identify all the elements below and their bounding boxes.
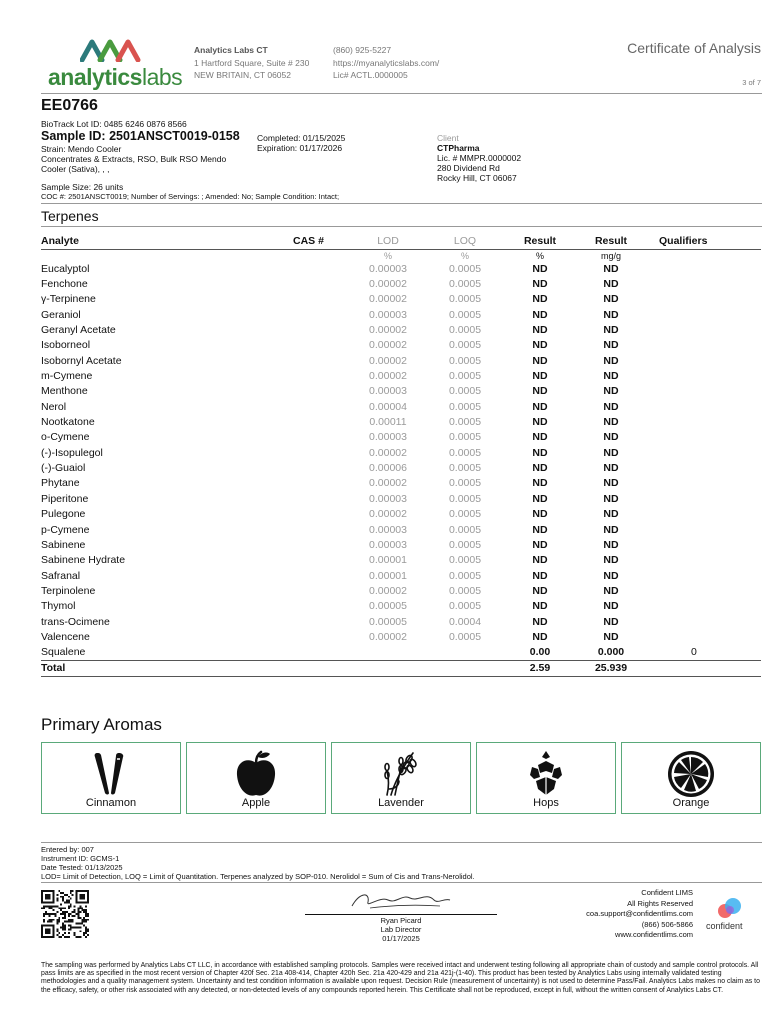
cell-cas — [293, 614, 351, 629]
cell-qualifier — [647, 338, 761, 353]
cell-lod: 0.00002 — [369, 354, 407, 367]
table-row — [41, 492, 761, 507]
col-lod: LOD — [351, 234, 425, 249]
unit-result-mgg: mg/g — [600, 250, 621, 261]
cell-lod: 0.00002 — [369, 370, 407, 383]
table-row — [41, 400, 761, 415]
cell-loq — [425, 645, 505, 661]
cell-result-pct: ND — [532, 477, 548, 490]
cell-lod: 0.00003 — [369, 431, 407, 444]
category-line-1: Concentrates & Extracts, RSO, Bulk RSO Mendo — [41, 154, 227, 164]
cell-result-mgg: ND — [603, 569, 619, 582]
table-row — [41, 568, 761, 583]
cell-result-pct: ND — [532, 416, 548, 429]
cell-analyte: Geranyl Acetate — [41, 324, 116, 337]
date-tested: Date Tested: 01/13/2025 — [41, 863, 123, 872]
cell-qualifier — [647, 308, 761, 323]
lab-phone: (860) 925-5227 — [333, 45, 392, 55]
cell-cas — [293, 415, 351, 430]
cell-qualifier — [647, 262, 761, 277]
sample-size: Sample Size: 26 units — [41, 182, 124, 192]
cell-loq: 0.0005 — [448, 354, 482, 367]
cell-lod: 0.00002 — [369, 446, 407, 459]
signature-image — [340, 888, 460, 914]
col-analyte: Analyte — [41, 234, 293, 249]
cell-result-pct: ND — [532, 354, 548, 367]
cell-result-mgg: ND — [603, 385, 619, 398]
signature-line — [305, 914, 497, 915]
cell-cas — [293, 461, 351, 476]
cell-qualifier — [647, 277, 761, 292]
table-row — [41, 292, 761, 307]
cell-analyte: Eucalyptol — [41, 262, 90, 275]
cell-lod — [351, 645, 425, 661]
table-row — [41, 645, 761, 661]
aroma-card-orange — [621, 742, 761, 814]
cell-result-pct: ND — [532, 569, 548, 582]
cell-lod: 0.00003 — [369, 308, 407, 321]
cell-result-pct: ND — [532, 262, 548, 275]
cell-loq: 0.0005 — [448, 508, 482, 521]
lod-note: LOD= Limit of Detection, LOQ = Limit of Quantitation. Terpenes analyzed by SOP-010. Nerolidol = Sum of Cis and Trans-Nerolidol. — [41, 872, 475, 881]
entered-by: Entered by: 007 — [41, 845, 94, 854]
unit-lod: % — [383, 250, 392, 261]
orange-icon — [666, 749, 716, 799]
total-qualifier — [647, 661, 761, 677]
table-row — [41, 308, 761, 323]
cell-analyte: Safranal — [41, 569, 81, 582]
cell-lod: 0.00002 — [369, 584, 407, 597]
category-line-2: Cooler (Sativa), , , — [41, 164, 110, 174]
cell-result-mgg: ND — [603, 278, 619, 291]
instrument-id: Instrument ID: GCMS-1 — [41, 854, 120, 863]
logo — [46, 36, 186, 92]
cell-result-pct: ND — [532, 538, 548, 551]
cell-lod: 0.00003 — [369, 385, 407, 398]
cell-result-mgg: ND — [603, 308, 619, 321]
terpenes-table — [41, 234, 761, 677]
cell-loq: 0.0005 — [448, 308, 482, 321]
table-row — [41, 476, 761, 491]
cell-qualifier — [647, 461, 761, 476]
cell-qualifier — [647, 568, 761, 583]
table-row — [41, 338, 761, 353]
cell-analyte: (-)-Isopulegol — [41, 446, 103, 459]
cell-lod: 0.00002 — [369, 324, 407, 337]
cell-cas — [293, 323, 351, 338]
signer-name: Ryan Picard — [380, 916, 422, 925]
cell-qualifier — [647, 384, 761, 399]
confident-logo-text: confident — [706, 921, 743, 931]
table-row — [41, 522, 761, 537]
cell-lod: 0.00001 — [369, 569, 407, 582]
table-row — [41, 507, 761, 522]
cell-loq: 0.0005 — [448, 569, 482, 582]
total-row — [41, 661, 761, 677]
cell-loq: 0.0005 — [448, 523, 482, 536]
terpenes-title-divider — [41, 226, 762, 227]
cell-result-mgg: ND — [603, 462, 619, 475]
cell-analyte: Isobornyl Acetate — [41, 354, 122, 367]
cell-result-mgg: ND — [603, 400, 619, 413]
table-row — [41, 277, 761, 292]
table-row — [41, 354, 761, 369]
cell-cas — [293, 538, 351, 553]
cell-analyte: Geraniol — [41, 308, 81, 321]
sample-id: Sample ID: 2501ANSCT0019-0158 — [41, 129, 240, 143]
cell-analyte: o-Cymene — [41, 431, 90, 444]
cell-result-mgg: ND — [603, 293, 619, 306]
cell-analyte: Menthone — [41, 385, 88, 398]
cell-cas — [293, 400, 351, 415]
cell-result-pct: ND — [532, 584, 548, 597]
cell-analyte: Squalene — [41, 646, 86, 659]
cell-analyte: Sabinene — [41, 538, 86, 551]
cell-qualifier — [647, 446, 761, 461]
table-row — [41, 599, 761, 614]
completed-date: Completed: 01/15/2025 — [257, 133, 346, 143]
footer-note-divider — [41, 882, 762, 883]
cell-cas — [293, 584, 351, 599]
cell-analyte: Thymol — [41, 600, 76, 613]
cell-result-pct: ND — [532, 278, 548, 291]
cell-analyte: Valencene — [41, 630, 90, 643]
cell-result-mgg: ND — [603, 508, 619, 521]
cell-result-pct: 0.00 — [529, 646, 551, 659]
cell-cas — [293, 553, 351, 568]
cell-lod: 0.00011 — [369, 416, 407, 429]
cell-result-mgg: ND — [603, 262, 619, 275]
client-label: Client — [437, 133, 459, 143]
cell-result-mgg: ND — [603, 324, 619, 337]
cell-analyte: Piperitone — [41, 492, 89, 505]
cell-lod: 0.00002 — [369, 630, 407, 643]
cell-loq: 0.0005 — [448, 385, 482, 398]
cell-result-mgg: ND — [603, 339, 619, 352]
cell-lod: 0.00003 — [369, 538, 407, 551]
cell-result-mgg: ND — [603, 446, 619, 459]
cell-cas — [293, 645, 351, 661]
cell-analyte: Terpinolene — [41, 584, 96, 597]
col-result-pct: Result — [505, 234, 575, 249]
aroma-card-apple — [186, 742, 326, 814]
cell-cas — [293, 354, 351, 369]
logo-word-analytics: analytics — [48, 64, 142, 90]
cell-result-pct: ND — [532, 523, 548, 536]
cell-cas — [293, 522, 351, 537]
table-row — [41, 614, 761, 629]
sample-code: EE0766 — [41, 97, 98, 114]
table-row — [41, 538, 761, 553]
cell-result-mgg: ND — [603, 416, 619, 429]
cell-result-pct: ND — [532, 462, 548, 475]
confident-logo-mark — [716, 897, 744, 919]
cell-lod: 0.00001 — [369, 554, 407, 567]
cell-result-pct: ND — [532, 600, 548, 613]
cell-qualifier — [647, 430, 761, 445]
cell-cas — [293, 308, 351, 323]
aroma-label-apple: Apple — [241, 797, 271, 809]
biotrack-lot-id: BioTrack Lot ID: 0485 6246 0876 8566 — [41, 119, 187, 129]
cell-loq: 0.0005 — [448, 630, 482, 643]
lims-url[interactable]: www.confidentlims.com — [615, 930, 693, 939]
cell-cas — [293, 262, 351, 277]
cell-loq: 0.0005 — [448, 262, 482, 275]
aroma-card-cinnamon — [41, 742, 181, 814]
lims-email[interactable]: coa.support@confidentlims.com — [586, 909, 693, 918]
cell-qualifier — [647, 415, 761, 430]
table-row — [41, 369, 761, 384]
cell-lod: 0.00003 — [369, 492, 407, 505]
cell-result-pct: ND — [532, 615, 548, 628]
cell-qualifier — [647, 369, 761, 384]
units-row — [41, 249, 761, 262]
cell-cas — [293, 430, 351, 445]
cell-result-pct: ND — [532, 308, 548, 321]
cell-loq: 0.0005 — [448, 446, 482, 459]
cell-result-pct: ND — [532, 339, 548, 352]
col-qualifiers: Qualifiers — [647, 234, 761, 249]
cell-loq: 0.0005 — [448, 492, 482, 505]
client-address-1: 280 Dividend Rd — [437, 163, 500, 173]
cell-cas — [293, 292, 351, 307]
aromas-title: Primary Aromas — [41, 715, 162, 734]
cell-cas — [293, 599, 351, 614]
cell-result-pct: ND — [532, 554, 548, 567]
cell-result-mgg: ND — [603, 477, 619, 490]
aroma-card-lavender — [331, 742, 471, 814]
lims-name: Confident LIMS — [641, 888, 693, 897]
table-row — [41, 461, 761, 476]
table-row — [41, 262, 761, 277]
cell-result-mgg: ND — [603, 431, 619, 444]
table-row — [41, 323, 761, 338]
cell-lod: 0.00002 — [369, 477, 407, 490]
cell-lod: 0.00003 — [369, 523, 407, 536]
cell-lod: 0.00005 — [369, 615, 407, 628]
cell-qualifier — [647, 599, 761, 614]
total-lod — [351, 661, 425, 677]
cell-loq: 0.0005 — [448, 462, 482, 475]
cell-analyte: Nerol — [41, 400, 67, 413]
cell-cas — [293, 630, 351, 645]
total-label: Total — [41, 661, 293, 677]
cell-cas — [293, 446, 351, 461]
cell-loq: 0.0004 — [448, 615, 482, 628]
unit-result-pct: % — [535, 250, 544, 261]
cell-result-mgg: ND — [603, 630, 619, 643]
cell-loq: 0.0005 — [448, 416, 482, 429]
cell-loq: 0.0005 — [448, 400, 482, 413]
table-row — [41, 384, 761, 399]
cinnamon-icon — [89, 749, 133, 797]
cell-result-pct: ND — [532, 492, 548, 505]
cell-result-pct: ND — [532, 385, 548, 398]
qr-code[interactable] — [41, 890, 89, 938]
cell-lod: 0.00002 — [369, 278, 407, 291]
cell-result-mgg: ND — [603, 354, 619, 367]
confident-logo — [704, 897, 760, 933]
lims-rights: All Rights Reserved — [627, 898, 693, 908]
cell-qualifier — [647, 630, 761, 645]
cell-cas — [293, 338, 351, 353]
cell-loq: 0.0005 — [448, 538, 482, 551]
cell-qualifier: 0 — [691, 646, 697, 659]
cell-lod: 0.00002 — [369, 293, 407, 306]
cell-qualifier — [647, 584, 761, 599]
table-row — [41, 430, 761, 445]
cell-result-pct: ND — [532, 400, 548, 413]
aroma-label-cinnamon: Cinnamon — [85, 797, 137, 809]
hops-icon — [524, 749, 568, 799]
logo-word-labs: labs — [141, 64, 183, 90]
total-cas — [293, 661, 351, 677]
total-loq — [425, 661, 505, 677]
cell-qualifier — [647, 522, 761, 537]
total-result-pct: 2.59 — [505, 661, 575, 677]
cell-result-pct: ND — [532, 508, 548, 521]
cell-result-mgg: ND — [603, 538, 619, 551]
cell-loq: 0.0005 — [448, 278, 482, 291]
unit-loq: % — [460, 250, 469, 261]
lims-phone: (866) 506-5866 — [641, 919, 693, 929]
cell-result-pct: ND — [532, 446, 548, 459]
cell-result-mgg: ND — [603, 523, 619, 536]
total-result-mgg: 25.939 — [575, 661, 647, 677]
col-cas: CAS # — [293, 234, 351, 249]
cell-analyte: p-Cymene — [41, 523, 90, 536]
cell-qualifier — [647, 323, 761, 338]
cell-loq: 0.0005 — [448, 431, 482, 444]
cell-result-mgg: ND — [603, 600, 619, 613]
doc-title: Certificate of Analysis — [627, 40, 761, 56]
cell-analyte: γ-Terpinene — [41, 293, 96, 306]
table-row — [41, 584, 761, 599]
header-divider — [41, 93, 762, 94]
cell-qualifier — [647, 292, 761, 307]
cell-analyte: Sabinene Hydrate — [41, 554, 126, 567]
cell-analyte: m-Cymene — [41, 370, 93, 383]
strain: Strain: Mendo Cooler — [41, 144, 122, 154]
cell-loq: 0.0005 — [448, 339, 482, 352]
cell-loq: 0.0005 — [448, 293, 482, 306]
aroma-label-hops: Hops — [533, 797, 559, 809]
client-name: CTPharma — [437, 143, 480, 153]
table-row — [41, 630, 761, 645]
cell-lod: 0.00005 — [369, 600, 407, 613]
cell-result-mgg: 0.000 — [597, 646, 625, 659]
cell-loq: 0.0005 — [448, 584, 482, 597]
cell-cas — [293, 476, 351, 491]
table-row — [41, 553, 761, 568]
lavender-icon — [379, 749, 423, 797]
cell-analyte: (-)-Guaiol — [41, 462, 86, 475]
cell-loq: 0.0005 — [448, 600, 482, 613]
table-row — [41, 415, 761, 430]
cell-cas — [293, 507, 351, 522]
cell-result-mgg: ND — [603, 584, 619, 597]
cell-result-pct: ND — [532, 370, 548, 383]
cell-qualifier — [647, 538, 761, 553]
cell-loq: 0.0005 — [448, 324, 482, 337]
cell-cas — [293, 369, 351, 384]
signed-date: 01/17/2025 — [382, 934, 420, 943]
disclaimer: The sampling was performed by Analytics Labs CT LLC, in accordance with established sampling protocols. Samples were received intact and underwent testing following all appropriate chain of custody and sample control protocols. All pass limits are as specified in the most recent version of Chapter 420f Sec. 21a 408-414, Chapter 420h Sec. 21a 420-429 and 21a 421j-(1-40). This product has been tested by Analytics Labs using internally validated testing methodologies and a quality management system. Uncertainty and test condition information is available upon request. Decision Rule (measurement of uncertainty) is not used to determine Pass/Fail. Analytics Labs makes no claim as to the efficacy, safety, or other risk associated with any detected, or non-detected levels of any compounds reported herein. This Certificate shall not be reproduced, except in full, without the written consent of Analytics Labs CT. — [41, 962, 760, 994]
cell-analyte: Pulegone — [41, 508, 86, 521]
lab-license: Lic# ACTL.0000005 — [333, 70, 408, 80]
cell-lod: 0.00003 — [369, 262, 407, 275]
lab-address-1: 1 Hartford Square, Suite # 230 — [194, 57, 310, 68]
cell-result-pct: ND — [532, 324, 548, 337]
cell-analyte: Fenchone — [41, 278, 88, 291]
cell-analyte: Isoborneol — [41, 339, 91, 352]
cell-loq: 0.0005 — [448, 370, 482, 383]
cell-result-pct: ND — [532, 630, 548, 643]
lab-name: Analytics Labs CT — [194, 45, 268, 55]
cell-result-mgg: ND — [603, 554, 619, 567]
cell-cas — [293, 277, 351, 292]
apple-icon — [234, 749, 278, 799]
cell-result-mgg: ND — [603, 370, 619, 383]
cell-cas — [293, 384, 351, 399]
logo-mark — [80, 36, 150, 62]
cell-qualifier — [647, 354, 761, 369]
cell-lod: 0.00002 — [369, 508, 407, 521]
signer-title: Lab Director — [380, 925, 422, 934]
cell-qualifier — [647, 507, 761, 522]
aroma-card-hops — [476, 742, 616, 814]
cell-analyte: Nootkatone — [41, 416, 95, 429]
page-count: 3 of 7 — [742, 78, 761, 87]
cell-analyte: Phytane — [41, 477, 80, 490]
terpenes-title: Terpenes — [41, 208, 99, 224]
cell-qualifier — [647, 400, 761, 415]
cell-analyte: trans-Ocimene — [41, 615, 110, 628]
cell-result-pct: ND — [532, 293, 548, 306]
table-row — [41, 446, 761, 461]
col-loq: LOQ — [425, 234, 505, 249]
cell-qualifier — [647, 553, 761, 568]
cell-result-mgg: ND — [603, 615, 619, 628]
cell-lod: 0.00006 — [369, 462, 407, 475]
cell-lod: 0.00002 — [369, 339, 407, 352]
footer-divider — [41, 842, 762, 843]
cell-qualifier — [647, 492, 761, 507]
cell-result-mgg: ND — [603, 492, 619, 505]
cell-qualifier — [647, 614, 761, 629]
expiration-date: Expiration: 01/17/2026 — [257, 143, 343, 153]
cell-cas — [293, 492, 351, 507]
client-address-2: Rocky Hill, CT 06067 — [437, 173, 517, 183]
coc-line: COC #: 2501ANSCT0019; Number of Servings: ; Amended: No; Sample Condition: Intact; — [41, 192, 340, 201]
lab-address-2: NEW BRITAIN, CT 06052 — [194, 70, 291, 80]
cell-cas — [293, 568, 351, 583]
cell-loq: 0.0005 — [448, 477, 482, 490]
sample-divider — [41, 203, 762, 204]
cell-qualifier — [647, 476, 761, 491]
aroma-label-orange: Orange — [672, 797, 710, 809]
cell-loq: 0.0005 — [448, 554, 482, 567]
aroma-label-lavender: Lavender — [378, 797, 424, 809]
cell-result-pct: ND — [532, 431, 548, 444]
cell-lod: 0.00004 — [369, 400, 407, 413]
lab-url[interactable]: https://myanalyticslabs.com/ — [333, 57, 440, 68]
client-license: Lic. # MMPR.0000002 — [437, 153, 522, 163]
col-result-mgg: Result — [575, 234, 647, 249]
